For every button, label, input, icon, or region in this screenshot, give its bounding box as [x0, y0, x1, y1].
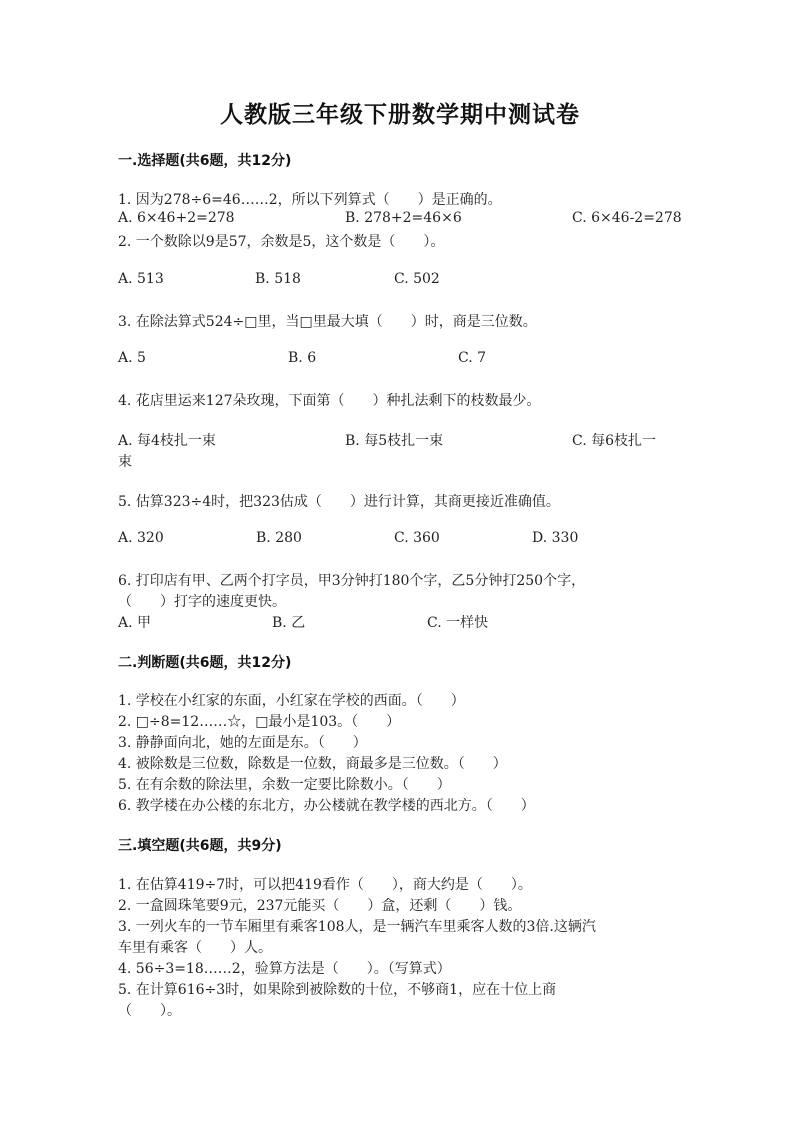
- option-c: C. 6×46-2=278: [572, 210, 682, 226]
- option-b: B. 280: [256, 530, 302, 546]
- option-c-wrap: 束: [118, 454, 132, 470]
- question-stem-cont: （ ）打字的速度更快。: [118, 594, 286, 610]
- judge-item: 1. 学校在小红家的东面，小红家在学校的西面。（ ）: [118, 693, 465, 709]
- question-stem: 1. 因为278÷6=46……2，所以下列算式（ ）是正确的。: [118, 192, 502, 208]
- question-stem: 4. 花店里运来127朵玫瑰，下面第（ ）种扎法剩下的枝数最少。: [118, 393, 541, 409]
- fill-item-cont: （ ）。: [118, 1003, 181, 1019]
- question-stem: 6. 打印店有甲、乙两个打字员，甲3分钟打180个字，乙5分钟打250个字，: [118, 573, 586, 589]
- section-heading-choice: 一.选择题(共6题，共12分): [118, 153, 292, 169]
- option-a: A. 5: [118, 350, 146, 366]
- section-heading-fill: 三.填空题(共6题，共9分): [118, 838, 282, 854]
- option-c: C. 7: [458, 350, 487, 366]
- option-b: B. 6: [288, 350, 317, 366]
- question-stem: 2. 一个数除以9是57，余数是5，这个数是（ ）。: [118, 234, 445, 250]
- option-a: A. 6×46+2=278: [118, 210, 235, 226]
- option-a: A. 每4枝扎一束: [118, 433, 216, 449]
- option-c: C. 一样快: [427, 615, 489, 631]
- judge-item: 5. 在有余数的除法里，余数一定要比除数小。（ ）: [118, 777, 451, 793]
- fill-item: 3. 一列火车的一节车厢里有乘客108人，是一辆汽车里乘客人数的3倍.这辆汽: [118, 919, 596, 935]
- option-a: A. 320: [118, 530, 164, 546]
- judge-item: 2. □÷8=12……☆，□最小是103。（ ）: [118, 714, 401, 730]
- fill-item: 2. 一盒圆珠笔要9元，237元能买（ ）盒，还剩（ ）钱。: [118, 898, 522, 914]
- question-stem: 5. 估算323÷4时，把323估成（ ）进行计算，其商更接近准确值。: [118, 494, 560, 510]
- judge-item: 4. 被除数是三位数，除数是一位数，商最多是三位数。（ ）: [118, 756, 507, 772]
- option-b: B. 278+2=46×6: [345, 210, 462, 226]
- fill-item: 5. 在计算616÷3时，如果除到被除数的十位，不够商1，应在十位上商: [118, 982, 557, 998]
- fill-item: 4. 56÷3=18……2，验算方法是（ ）。（写算式）: [118, 961, 451, 977]
- option-b: B. 每5枝扎一束: [345, 433, 444, 449]
- question-stem: 3. 在除法算式524÷□里，当□里最大填（ ）时，商是三位数。: [118, 314, 537, 330]
- section-heading-judge: 二.判断题(共6题，共12分): [118, 655, 292, 671]
- option-c: C. 每6枝扎一: [572, 433, 657, 449]
- option-a: A. 甲: [118, 615, 152, 631]
- option-c: C. 360: [394, 530, 440, 546]
- option-d: D. 330: [532, 530, 579, 546]
- judge-item: 6. 教学楼在办公楼的东北方，办公楼就在教学楼的西北方。（ ）: [118, 798, 535, 814]
- option-b: B. 乙: [272, 615, 306, 631]
- page-title: 人教版三年级下册数学期中测试卷: [220, 102, 580, 128]
- option-c: C. 502: [394, 271, 440, 287]
- judge-item: 3. 静静面向北，她的左面是东。（ ）: [118, 735, 367, 751]
- fill-item: 1. 在估算419÷7时，可以把419看作（ ），商大约是（ ）。: [118, 877, 532, 893]
- fill-item-cont: 车里有乘客（ ）人。: [118, 940, 272, 956]
- option-a: A. 513: [118, 271, 164, 287]
- option-b: B. 518: [255, 271, 301, 287]
